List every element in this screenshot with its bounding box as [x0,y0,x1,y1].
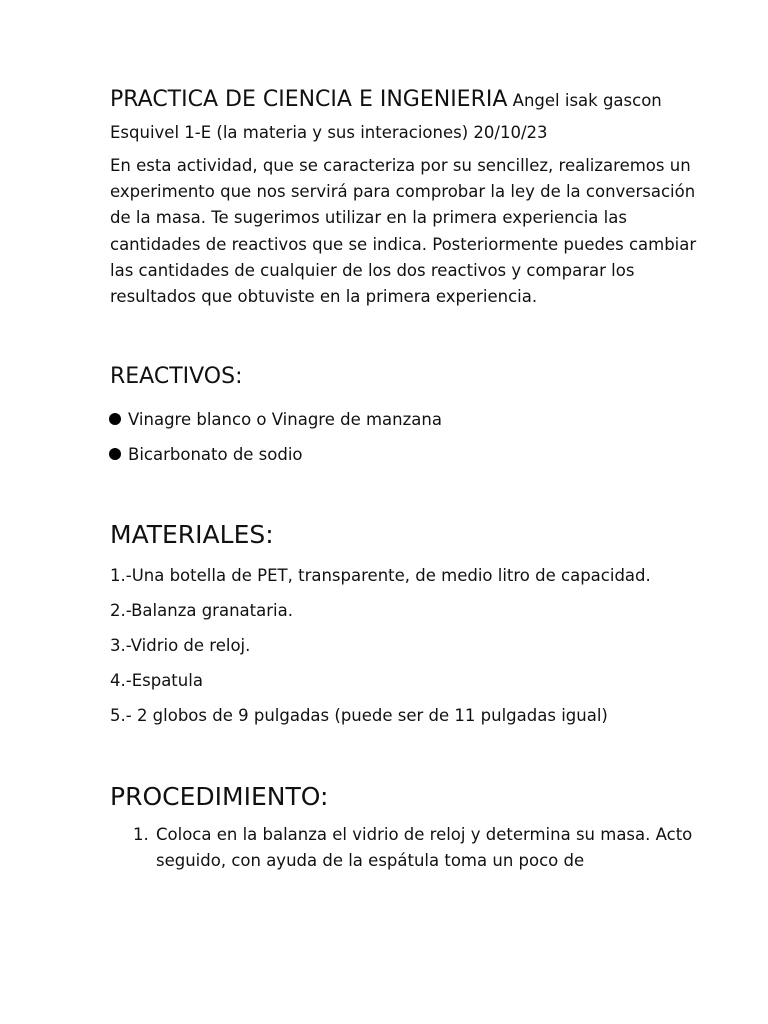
materiales-heading: MATERIALES: [110,520,274,550]
list-item: 2.-Balanza granataria. [110,601,293,621]
list-item [110,437,710,472]
list-item: 4.-Espatula [110,671,203,691]
reactivos-list [110,402,710,472]
reactivos-heading: REACTIVOS: [110,364,243,390]
document-subtitle: Angel isak gascon Esquivel 1-E (la materia y sus interaciones) 20/10/23 [110,91,662,142]
reactivo-label: Bicarbonato de sodio [128,445,303,465]
reactivo-label: Vinagre blanco o Vinagre de manzana [128,410,442,430]
intro-paragraph: En esta actividad, que se caracteriza por su sencillez, realizaremos un experimento que nos servirá para comprobar la ley de la conversación de la masa. Te sugerimos utilizar en la primera experiencia las cantidades de reactivos que se indica. Posteriormente puedes cambiar las cantidades de cualquier de los dos reactivos y comparar los resultados que obtuviste en la primera experiencia. [110,156,697,307]
list-item [110,402,710,437]
step-number: 1. [133,825,149,845]
list-item: 3.-Vidrio de reloj. [110,636,251,656]
document-title: PRACTICA DE CIENCIA E INGENIERIA [110,87,508,112]
materiales-list [110,558,710,733]
procedimiento-list [110,822,710,874]
procedimiento-heading: PROCEDIMIENTO: [110,782,329,812]
list-item: 5.- 2 globos de 9 pulgadas (puede ser de 11 pulgadas igual) [110,706,608,726]
document-header [110,84,710,149]
step-text: Coloca en la balanza el vidrio de reloj y determina su masa. Acto seguido, con ayuda de la espátula toma un poco de [156,825,693,871]
list-item [110,822,716,874]
bullet-icon [109,448,121,460]
bullet-icon [109,413,121,425]
list-item: 1.-Una botella de PET, transparente, de medio litro de capacidad. [110,566,651,586]
document-page [110,84,710,874]
